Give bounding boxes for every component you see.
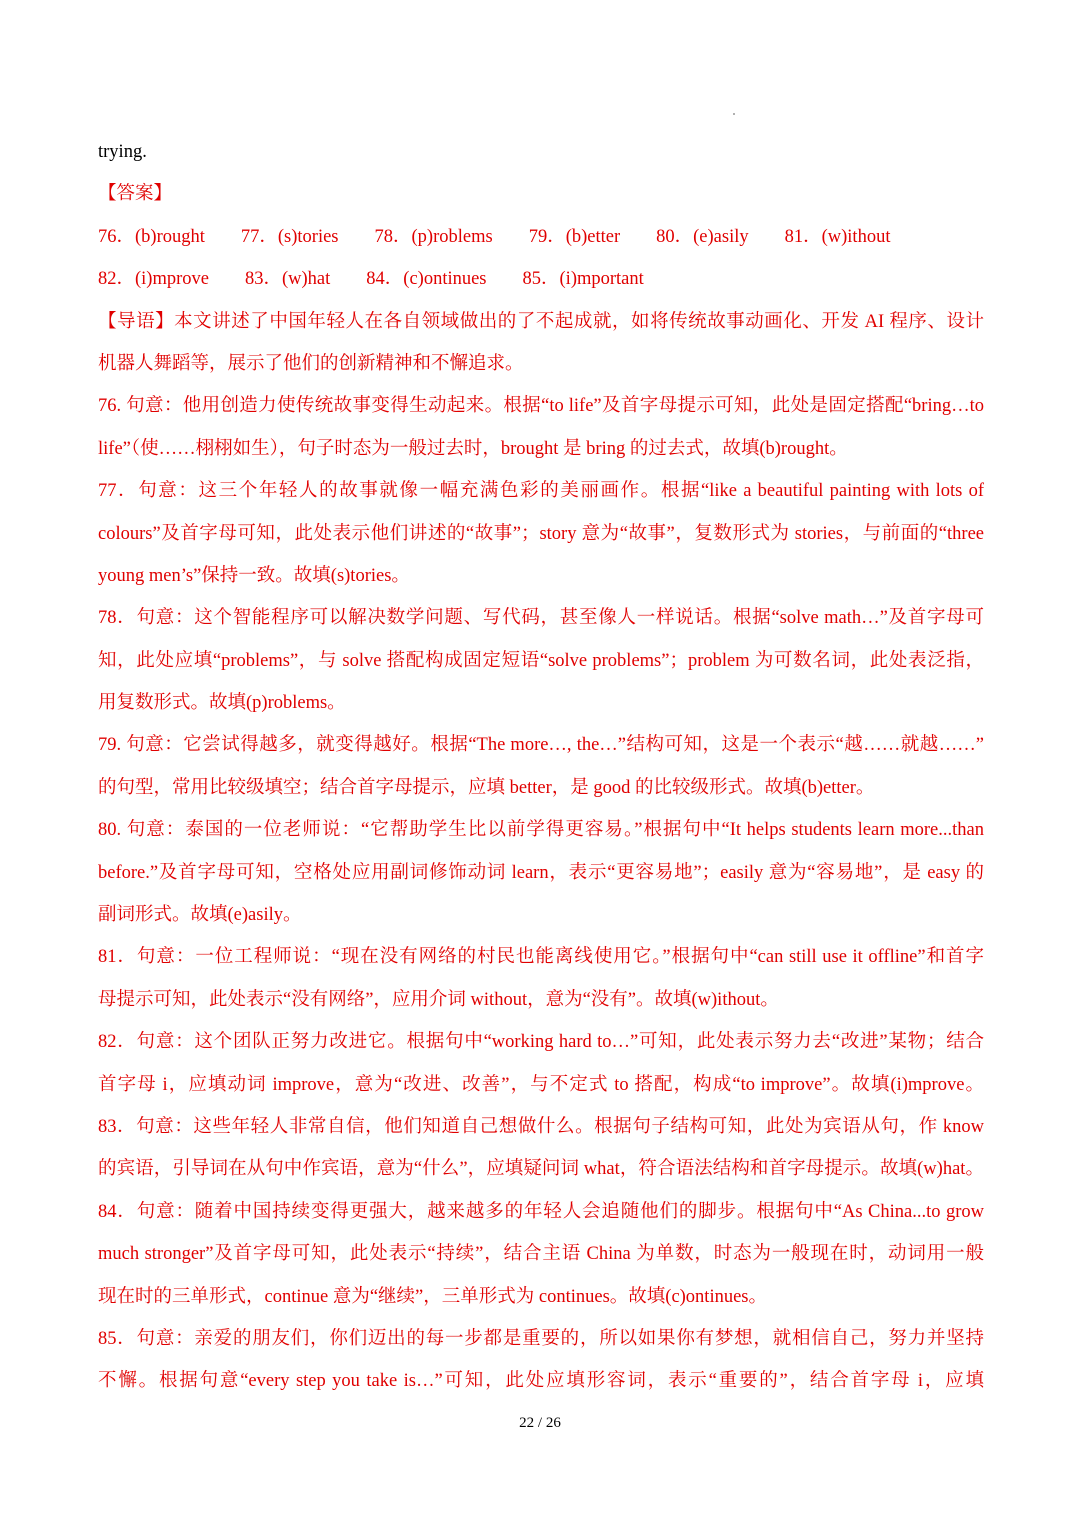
explanation-line: 首字母 i，应填动词 improve，意为“改进、改善”，与不定式 to 搭配，构成“to improve”。故填(i)mprove。: [98, 1074, 984, 1095]
explanation-line: 81．句意：一位工程师说：“现在没有网络的村民也能离线使用它。”根据句中“can still use it offline”和首字: [98, 947, 984, 968]
explanation-line: 85．句意：亲爱的朋友们，你们迈出的每一步都是重要的，所以如果你有梦想，就相信自己，努力并坚持: [98, 1328, 984, 1349]
explanation-line: 用复数形式。故填(p)roblems。: [98, 693, 346, 714]
answer-item: 80．(e)asily: [656, 226, 749, 247]
explanation-line: 的宾语，引导词在从句中作宾语，意为“什么”，应填疑问词 what，符合语法结构和首字母提示。故填(w)hat。: [98, 1159, 984, 1180]
explanation-line: 80. 句意：泰国的一位老师说：“它帮助学生比以前学得更容易。”根据句中“It helps students learn more...than: [98, 820, 984, 841]
page-number: 22 / 26: [519, 1415, 561, 1431]
explanation-line: 76. 句意：他用创造力使传统故事变得生动起来。根据“to life”及首字母提示可知，此处是固定搭配“bring…to: [98, 396, 984, 417]
answer-item: 82．(i)mprove: [98, 269, 209, 290]
explanation-line: before.”及首字母可知，空格处应用副词修饰动词 learn，表示“更容易地”；easily 意为“容易地”，是 easy 的: [98, 862, 984, 883]
answers-row-1: [98, 216, 984, 258]
answer-item: 85．(i)mportant: [522, 269, 644, 290]
explanation-line: young men’s”保持一致。故填(s)tories。: [98, 565, 410, 586]
explanation-line: 母提示可知，此处表示“没有网络”，应用介词 without，意为“没有”。故填(w)ithout。: [98, 989, 779, 1010]
answer-heading: 【答案】: [98, 184, 173, 205]
explanation-line: 83．句意：这些年轻人非常自信，他们知道自己想做什么。根据句子结构可知，此处为宾语从句，作 know: [98, 1116, 984, 1137]
explanation-line: much stronger”及首字母可知，此处表示“持续”，结合主语 China 为单数，时态为一般现在时，动词用一般: [98, 1244, 984, 1265]
explanation-line: colours”及首字母可知，此处表示他们讲述的“故事”；story 意为“故事”，复数形式为 stories，与前面的“three: [98, 523, 984, 544]
explanation-line: 77．句意：这三个年轻人的故事就像一幅充满色彩的美丽画作。根据“like a beautiful painting with lots of: [98, 481, 984, 502]
answer-item: 77．(s)tories: [240, 226, 339, 247]
explanation-line: 知，此处应填“problems”，与 solve 搭配构成固定短语“solve problems”；problem 为可数名词，此处表泛指，: [98, 650, 984, 671]
page-content: [98, 131, 984, 1403]
explanation-line: 78．句意：这个智能程序可以解决数学问题、写代码，甚至像人一样说话。根据“solve math…”及首字母可: [98, 608, 984, 629]
explanation-line: 机器人舞蹈等，展示了他们的创新精神和不懈追求。: [98, 353, 524, 374]
answer-item: 84．(c)ontinues: [366, 269, 487, 290]
explanation-line: 84．句意：随着中国持续变得更强大，越来越多的年轻人会追随他们的脚步。根据句中“As China...to grow: [98, 1201, 984, 1222]
explanation-line: 现在时的三单形式，continue 意为“继续”，三单形式为 continues。故填(c)ontinues。: [98, 1286, 768, 1307]
explanation-line: 不懈。根据句意“every step you take is…”可知，此处应填形容词，表示“重要的”，结合首字母 i，应填: [98, 1371, 984, 1392]
explanation-line: life”（使……栩栩如生），句子时态为一般过去时，brought 是 bring 的过去式，故填(b)rought。: [98, 438, 848, 459]
explanation-line: 【导语】本文讲述了中国年轻人在各自领域做出的了不起成就，如将传统故事动画化、开发 AI 程序、设计: [98, 311, 984, 332]
answer-item: 76．(b)rought: [98, 226, 205, 247]
explanation-line: 82．句意：这个团队正努力改进它。根据句中“working hard to…”可知，此处表示努力去“改进”某物；结合: [98, 1032, 984, 1053]
answers-row-2: [98, 258, 984, 300]
explanation-line: 79. 句意：它尝试得越多，就变得越好。根据“The more…, the…”结构可知，这是一个表示“越……就越……”: [98, 735, 984, 756]
explanation-line: 的句型，常用比较级填空；结合首字母提示，应填 better，是 good 的比较级形式。故填(b)etter。: [98, 777, 875, 798]
answer-item: 83．(w)hat: [244, 269, 331, 290]
explanation-line: 副词形式。故填(e)asily。: [98, 905, 302, 926]
answer-item: 81．(w)ithout: [784, 226, 891, 247]
explanation-block: [98, 301, 984, 1403]
page-speck: [733, 113, 735, 115]
answer-item: 78．(p)roblems: [374, 226, 493, 247]
leading-text: trying.: [98, 142, 147, 162]
answer-item: 79．(b)etter: [528, 226, 621, 247]
